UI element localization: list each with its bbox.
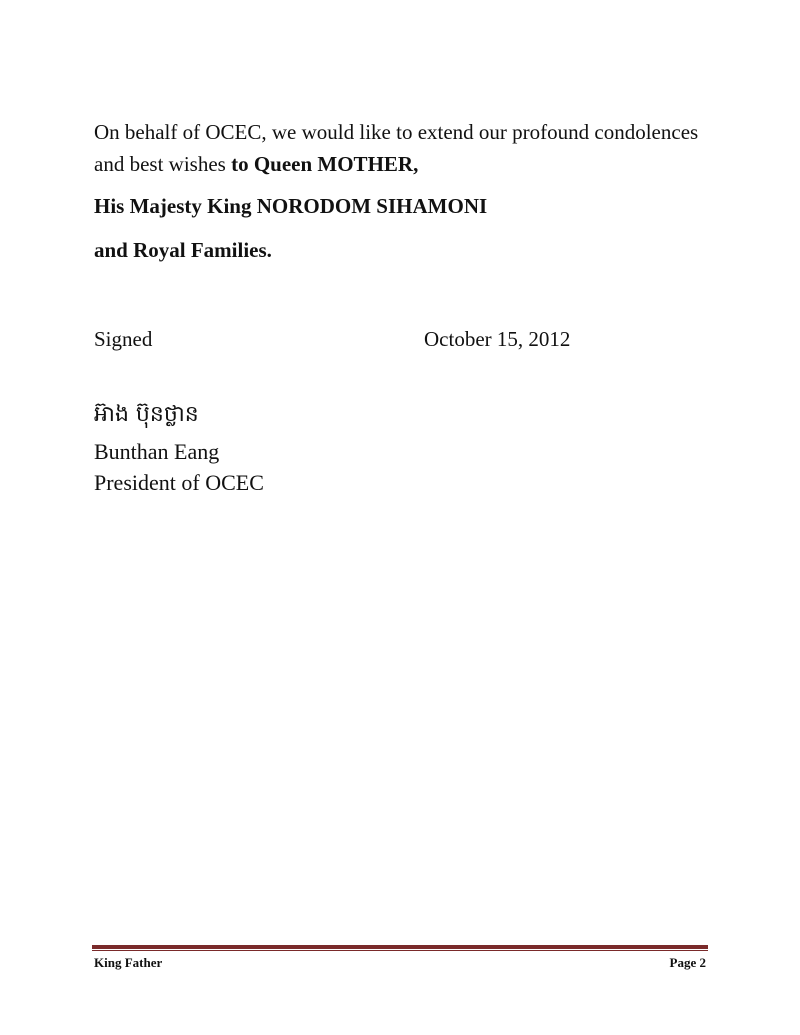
footer-document-title: King Father <box>94 955 163 970</box>
signature-date: October 15, 2012 <box>424 327 571 351</box>
footer-divider-thin <box>92 950 708 951</box>
recipient-families: and Royal Families. <box>94 238 272 262</box>
signatory-title: President of OCEC <box>94 470 264 495</box>
signed-label: Signed <box>94 327 153 351</box>
condolence-text: On behalf of OCEC, we would like to extend our profound condolences and best wishes <box>94 120 699 176</box>
condolence-recipient: to Queen MOTHER, <box>231 152 419 176</box>
khmer-name: អ៊ាង ប៊ុនថ្លាន <box>94 402 199 427</box>
condolence-paragraph <box>94 116 714 180</box>
footer-page-number: Page 2 <box>669 955 706 970</box>
recipient-king: His Majesty King NORODOM SIHAMONI <box>94 194 488 218</box>
footer-divider <box>92 945 708 949</box>
signatory-name: Bunthan Eang <box>94 439 220 464</box>
